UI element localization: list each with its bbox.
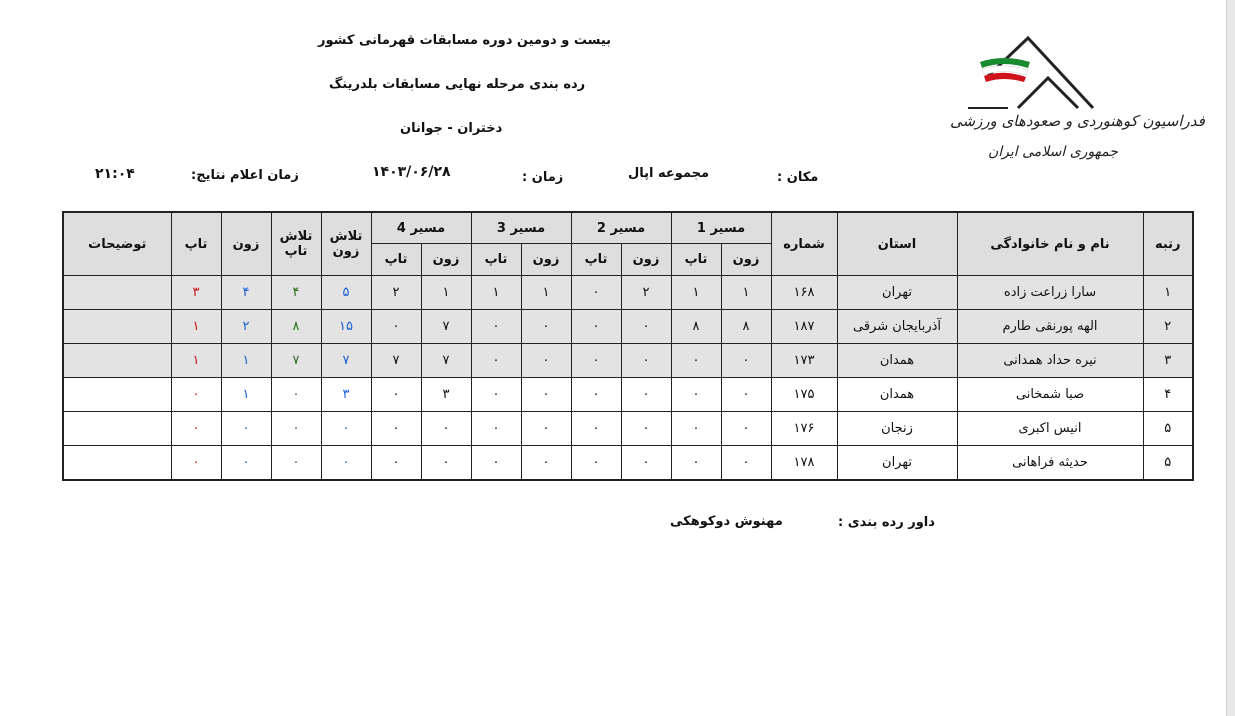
place-label: مکان : xyxy=(777,170,819,185)
cell-name: الهه پورنقی طارم xyxy=(957,310,1143,344)
cell-r1-top: ۸ xyxy=(671,310,721,344)
cell-r3-top: ۰ xyxy=(471,378,521,412)
time-label: زمان : xyxy=(522,170,564,185)
cell-name: نیره حداد همدانی xyxy=(957,344,1143,378)
header-r3-top: تاپ xyxy=(471,244,521,276)
cell-attempt-zone: ۱۵ xyxy=(321,310,371,344)
header-notes: توضیحات xyxy=(63,212,171,276)
cell-r2-top: ۰ xyxy=(571,378,621,412)
cell-r4-zone: ۷ xyxy=(421,310,471,344)
header-route3: مسیر 3 xyxy=(471,212,571,244)
cell-r1-top: ۱ xyxy=(671,276,721,310)
cell-rank: ۳ xyxy=(1143,344,1193,378)
cell-rank: ۵ xyxy=(1143,412,1193,446)
cell-r2-zone: ۰ xyxy=(621,378,671,412)
table-row xyxy=(63,276,1193,310)
header-total-zone: زون xyxy=(221,212,271,276)
header-attempt-zone: تلاش زون xyxy=(321,212,371,276)
cell-total-zone: ۲ xyxy=(221,310,271,344)
cell-name: صبا شمخانی xyxy=(957,378,1143,412)
cell-name: سارا زراعت زاده xyxy=(957,276,1143,310)
cell-r3-zone: ۰ xyxy=(521,412,571,446)
cell-r2-top: ۰ xyxy=(571,310,621,344)
cell-r2-top: ۰ xyxy=(571,344,621,378)
cell-notes xyxy=(63,344,171,378)
cell-r3-zone: ۰ xyxy=(521,344,571,378)
cell-total-zone: ۱ xyxy=(221,344,271,378)
cell-number: ۱۷۸ xyxy=(771,446,837,481)
cell-r3-zone: ۰ xyxy=(521,446,571,481)
cell-total-top: ۱ xyxy=(171,310,221,344)
cell-r4-top: ۰ xyxy=(371,412,421,446)
cell-r4-top: ۰ xyxy=(371,310,421,344)
cell-r3-top: ۱ xyxy=(471,276,521,310)
judge-label: داور رده بندی : xyxy=(838,515,935,530)
cell-attempt-top: ۰ xyxy=(271,446,321,481)
cell-r4-zone: ۰ xyxy=(421,412,471,446)
cell-r1-zone: ۰ xyxy=(721,378,771,412)
header-r2-top: تاپ xyxy=(571,244,621,276)
header-number: شماره xyxy=(771,212,837,276)
cell-r4-top: ۷ xyxy=(371,344,421,378)
cell-notes xyxy=(63,378,171,412)
cell-notes xyxy=(63,310,171,344)
cell-r1-zone: ۸ xyxy=(721,310,771,344)
cell-rank: ۱ xyxy=(1143,276,1193,310)
cell-number: ۱۶۸ xyxy=(771,276,837,310)
cell-number: ۱۸۷ xyxy=(771,310,837,344)
header-r1-zone: زون xyxy=(721,244,771,276)
cell-r4-zone: ۳ xyxy=(421,378,471,412)
header-total-top: تاپ xyxy=(171,212,221,276)
cell-attempt-zone: ۰ xyxy=(321,446,371,481)
cell-total-top: ۳ xyxy=(171,276,221,310)
cell-notes xyxy=(63,446,171,481)
table-row xyxy=(63,446,1193,481)
cell-r1-zone: ۱ xyxy=(721,276,771,310)
judge-name: مهنوش دوکوهکی xyxy=(670,514,783,529)
cell-r4-zone: ۷ xyxy=(421,344,471,378)
announce-label: زمان اعلام نتایج: xyxy=(191,168,299,183)
cell-r2-zone: ۰ xyxy=(621,446,671,481)
cell-r3-zone: ۱ xyxy=(521,276,571,310)
cell-number: ۱۷۶ xyxy=(771,412,837,446)
cell-number: ۱۷۳ xyxy=(771,344,837,378)
cell-r2-top: ۰ xyxy=(571,276,621,310)
cell-attempt-top: ۰ xyxy=(271,412,321,446)
cell-r4-top: ۰ xyxy=(371,378,421,412)
header-route2: مسیر 2 xyxy=(571,212,671,244)
cell-attempt-zone: ۷ xyxy=(321,344,371,378)
header-r3-zone: زون xyxy=(521,244,571,276)
cell-r4-zone: ۰ xyxy=(421,446,471,481)
cell-attempt-top: ۷ xyxy=(271,344,321,378)
cell-province: همدان xyxy=(837,378,957,412)
cell-total-top: ۰ xyxy=(171,412,221,446)
cell-r4-top: ۰ xyxy=(371,446,421,481)
table-row xyxy=(63,344,1193,378)
place-value: مجموعه اپال xyxy=(628,166,710,181)
time-value: ۱۴۰۳/۰۶/۲۸ xyxy=(372,164,451,180)
cell-attempt-zone: ۰ xyxy=(321,412,371,446)
table-header-row xyxy=(63,212,1193,244)
logo-line2: جمهوری اسلامی ایران xyxy=(988,144,1118,160)
cell-r3-top: ۰ xyxy=(471,446,521,481)
cell-province: آذربایجان شرقی xyxy=(837,310,957,344)
federation-logo xyxy=(948,32,1205,172)
cell-r1-zone: ۰ xyxy=(721,446,771,481)
cell-attempt-zone: ۵ xyxy=(321,276,371,310)
cell-notes xyxy=(63,276,171,310)
cell-r4-top: ۲ xyxy=(371,276,421,310)
cell-rank: ۴ xyxy=(1143,378,1193,412)
cell-province: زنجان xyxy=(837,412,957,446)
header-r1-top: تاپ xyxy=(671,244,721,276)
cell-total-zone: ۱ xyxy=(221,378,271,412)
header-name: نام و نام خانوادگی xyxy=(957,212,1143,276)
cell-r2-zone: ۲ xyxy=(621,276,671,310)
cell-r2-zone: ۰ xyxy=(621,344,671,378)
cell-r1-top: ۰ xyxy=(671,378,721,412)
cell-r4-zone: ۱ xyxy=(421,276,471,310)
cell-total-top: ۰ xyxy=(171,446,221,481)
cell-attempt-zone: ۳ xyxy=(321,378,371,412)
cell-name: انیس اکبری xyxy=(957,412,1143,446)
header-province: استان xyxy=(837,212,957,276)
cell-r3-zone: ۰ xyxy=(521,310,571,344)
header-route4: مسیر 4 xyxy=(371,212,471,244)
cell-r1-top: ۰ xyxy=(671,446,721,481)
cell-total-zone: ۰ xyxy=(221,446,271,481)
cell-r1-zone: ۰ xyxy=(721,344,771,378)
cell-name: حدیثه فراهانی xyxy=(957,446,1143,481)
cell-province: تهران xyxy=(837,446,957,481)
cell-total-zone: ۴ xyxy=(221,276,271,310)
announce-value: ۲۱:۰۴ xyxy=(95,166,135,182)
cell-attempt-top: ۴ xyxy=(271,276,321,310)
cell-province: همدان xyxy=(837,344,957,378)
cell-attempt-top: ۸ xyxy=(271,310,321,344)
cell-r1-top: ۰ xyxy=(671,344,721,378)
cell-r3-top: ۰ xyxy=(471,412,521,446)
cell-total-zone: ۰ xyxy=(221,412,271,446)
page-edge xyxy=(1226,0,1235,716)
cell-r3-top: ۰ xyxy=(471,344,521,378)
results-table xyxy=(62,211,1194,481)
page-subtitle: رده بندی مرحله نهایی مسابقات بلدرینگ xyxy=(329,77,586,92)
cell-rank: ۵ xyxy=(1143,446,1193,481)
page-title: بیست و دومین دوره مسابقات قهرمانی کشور xyxy=(318,33,612,48)
header-r4-zone: زون xyxy=(421,244,471,276)
cell-rank: ۲ xyxy=(1143,310,1193,344)
header-route1: مسیر 1 xyxy=(671,212,771,244)
header-r4-top: تاپ xyxy=(371,244,421,276)
cell-r2-top: ۰ xyxy=(571,446,621,481)
cell-r1-top: ۰ xyxy=(671,412,721,446)
cell-r2-zone: ۰ xyxy=(621,310,671,344)
cell-number: ۱۷۵ xyxy=(771,378,837,412)
cell-r2-top: ۰ xyxy=(571,412,621,446)
table-row xyxy=(63,310,1193,344)
cell-notes xyxy=(63,412,171,446)
cell-total-top: ۱ xyxy=(171,344,221,378)
cell-r1-zone: ۰ xyxy=(721,412,771,446)
table-row xyxy=(63,412,1193,446)
header-rank: رتبه xyxy=(1143,212,1193,276)
cell-r2-zone: ۰ xyxy=(621,412,671,446)
cell-province: تهران xyxy=(837,276,957,310)
logo-line1: فدراسیون کوهنوردی و صعودهای ورزشی xyxy=(950,112,1205,130)
header-attempt-top: تلاش تاپ xyxy=(271,212,321,276)
cell-r3-zone: ۰ xyxy=(521,378,571,412)
cell-attempt-top: ۰ xyxy=(271,378,321,412)
table-row xyxy=(63,378,1193,412)
header-r2-zone: زون xyxy=(621,244,671,276)
cell-total-top: ۰ xyxy=(171,378,221,412)
page-category: دختران - جوانان xyxy=(400,121,503,136)
cell-r3-top: ۰ xyxy=(471,310,521,344)
